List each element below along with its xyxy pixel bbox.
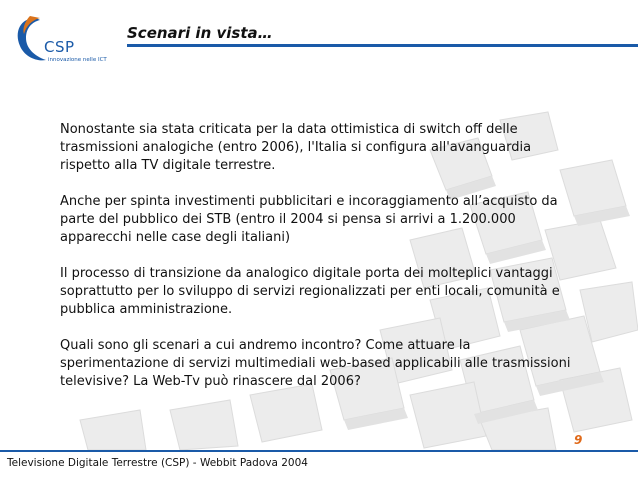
footer-divider (0, 450, 638, 452)
logo-wordmark: CSP (44, 38, 75, 56)
logo-tagline: innovazione nelle ICT (48, 57, 107, 63)
paragraph: Il processo di transizione da analogico digitale porta dei molteplici vantaggi soprattutto per lo sviluppo di servizi regionalizzati per enti locali, comunità e pubblica amministrazione. (60, 266, 560, 317)
title-divider (127, 44, 638, 47)
paragraph: Anche per spinta investimenti pubblicitari e incoraggiamento all’acquisto da parte del pubblico dei STB (entro il 2004 si pensa si arrivi a 1.200.000 apparecchi nelle case degli italiani) (60, 194, 558, 245)
paragraph: Quali sono gli scenari a cui andremo incontro? Come attuare la sperimentazione di servizi multimediali web-based applicabili alle trasmissioni televisive? La Web-Tv può rinascere dal 2006? (60, 338, 571, 389)
slide-body (60, 121, 580, 409)
csp-logo (6, 10, 126, 70)
page-number: 9 (574, 433, 583, 447)
paragraph: Nonostante sia stata criticata per la data ottimistica di switch off delle trasmissioni analogiche (entro 2006), l'Italia si configura all'avanguardia rispetto alla TV digitale terrestre. (60, 122, 532, 173)
slide-title: Scenari in vista… (127, 24, 273, 42)
footer-text: Televisione Digitale Terrestre (CSP) - Webbit Padova 2004 (7, 457, 308, 469)
